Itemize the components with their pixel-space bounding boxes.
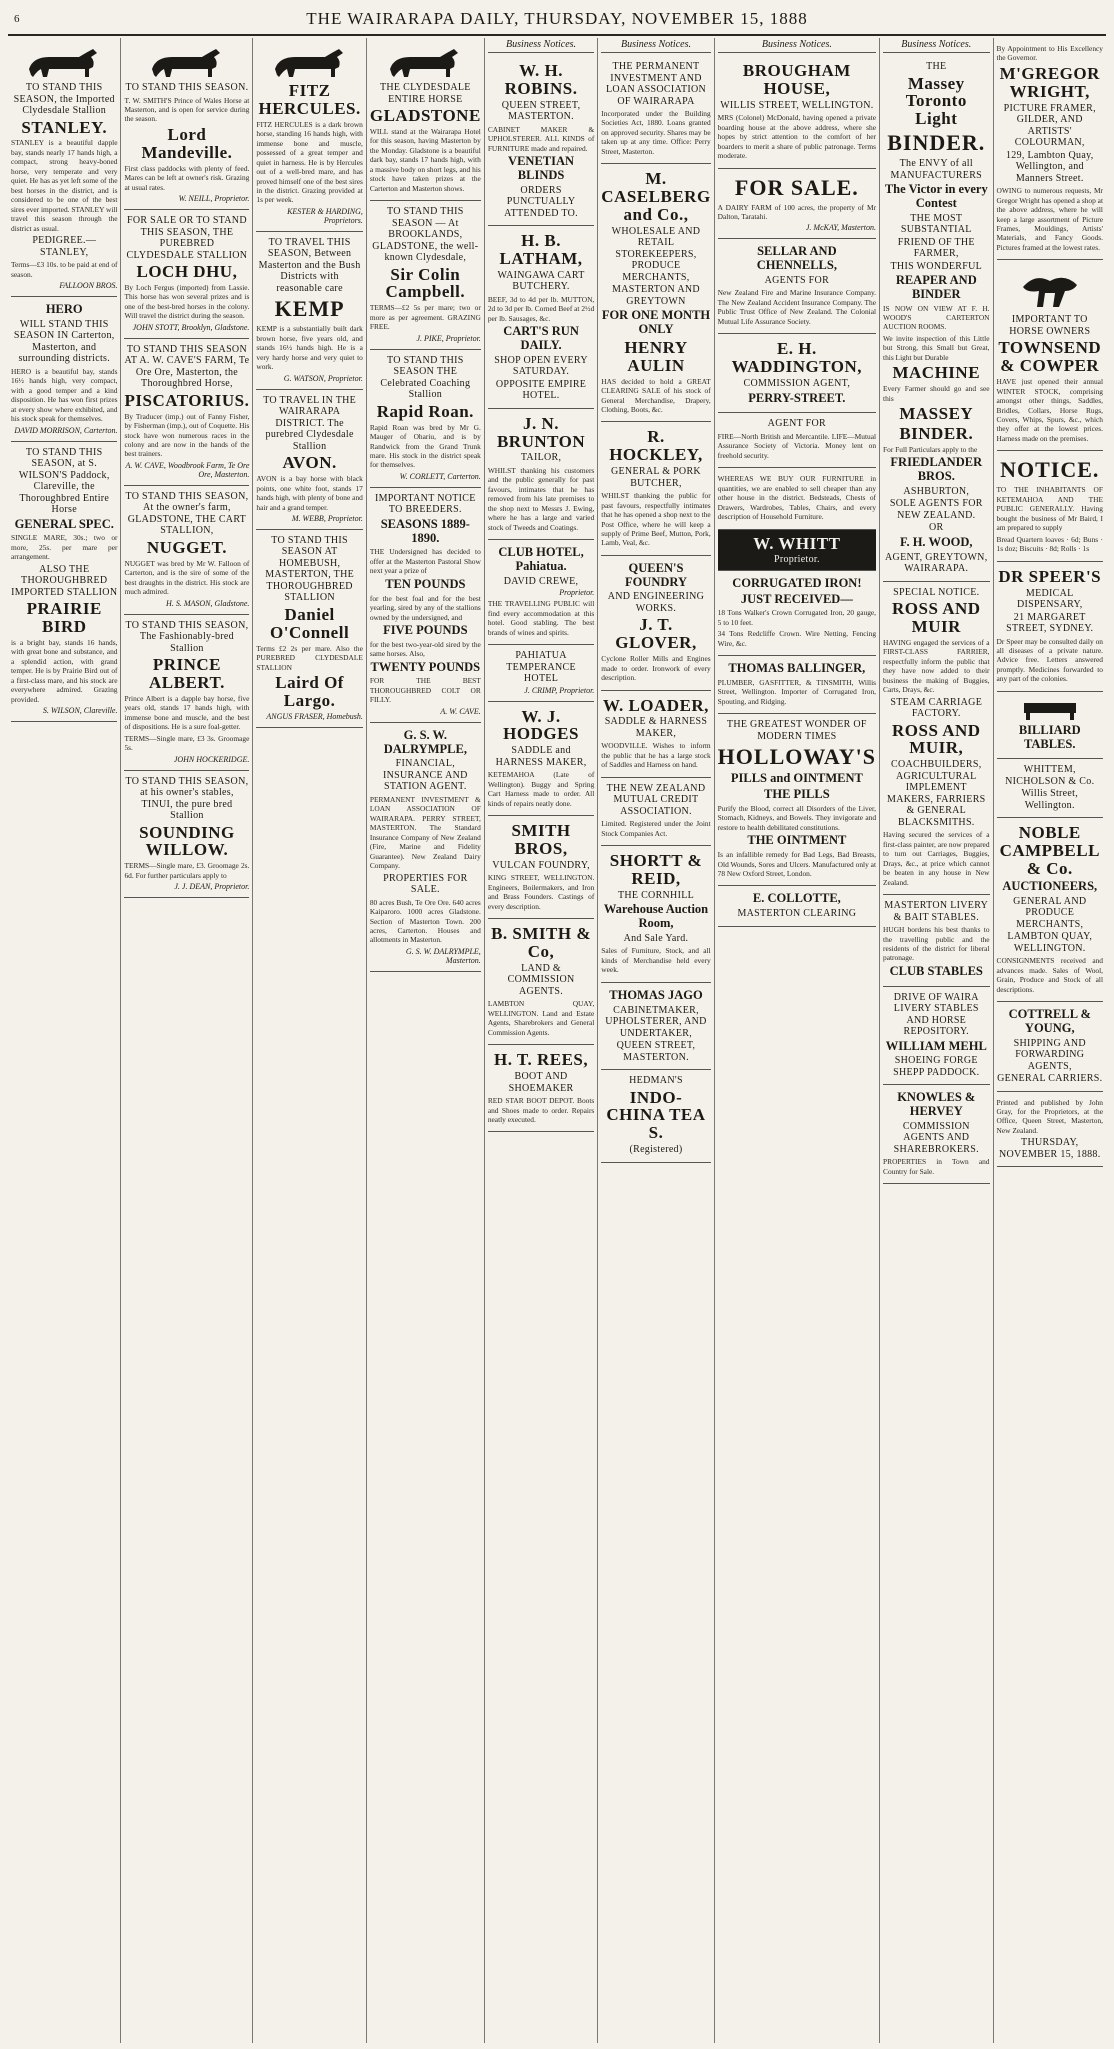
- masterton-livery-ad: MASTERTON LIVERY & BAIT STABLES. HUGH bordens his best thanks to the travelling public and the residents of the district for liberal patronage. CLUB STABLES: [883, 895, 989, 987]
- page-columns: [8, 38, 1106, 2043]
- horse-name: STANLEY.: [21, 117, 108, 137]
- sir-colin-campbell-ad: TO STAND THIS SEASON — At BROOKLANDS, GLADSTONE, the well-known Clydesdale, Sir Colin Campbell. TERMS—£2 5s per mare; two or more as per agreement. GRAZING FREE. J. PIKE, Proprietor.: [370, 201, 481, 350]
- gladstone-ad: THE CLYDESDALE ENTIRE HORSE GLADSTONE WILL stand at the Wairarapa Hotel for this season, having Masterton by the Monday. Gladstone is a beautiful dark bay, stands 17 hands high, with a massive body on short legs, and his stock have taken prizes at the Carterton and Masterton shows.: [370, 38, 481, 201]
- page-number: 6: [14, 13, 21, 25]
- ballinger-ad: THOMAS BALLINGER, PLUMBER, GASFITTER, & TINSMITH, Willis Street, Wellington. Importer of Corrugated Iron, Spouting, and Ridging.: [718, 656, 876, 714]
- b-smith-ad: B. SMITH & Co, LAND & COMMISSION AGENTS. LAMBTON QUAY, WELLINGTON. Land and Estate Agents, Sharebrokers and General Commission Agents.: [488, 919, 594, 1045]
- whitt-ad: W. WHITT Proprietor.: [718, 530, 876, 571]
- mcgregor-wright-ad: By Appointment to His Excellency the Governor. M'GREGOR WRIGHT, PICTURE FRAMER, GILDER, AND ARTISTS' COLOURMAN, 129, Lambton Quay, Wellington, and Manners Street. OWING to numerous requests, Mr Gregor Wright has opened a shop at the above address, where he will keep a large assortment of Picture Frames, Mouldings, Artists' Materials, and Fancy Goods. Pictures framed at the lowest rates.: [997, 38, 1103, 260]
- horse-repository-ad: DRIVE OF WAIRA LIVERY STABLES AND HORSE REPOSITORY. WILLIAM MEHL SHOEING FORGE SHEPP PADDOCK.: [883, 987, 989, 1086]
- sounding-willow-ad: TO STAND THIS SEASON, at his owner's stables, TINUI, the pure bred Stallion SOUNDING WILLOW. TERMS—Single mare, £3. Groomage 2s. 6d. For further particulars apply to J. J. DEAN, Proprietor.: [124, 771, 249, 899]
- robins-ad: W. H. ROBINS. QUEEN STREET, MASTERTON. CABINET MAKER & UPHOLSTERER. ALL KINDS of FURNITURE made and repaired. VENETIAN BLINDS ORDERS PUNCTUALLY ATTENDED TO.: [488, 56, 594, 226]
- column-heading: Business Notices.: [601, 38, 710, 53]
- latham-ad: H. B. LATHAM, WAINGAWA CART BUTCHERY. BEEF, 3d to 4d per lb. MUTTON, 2d to 3d per lb. Corned Beef at 2½d per lb. Sausages, &c. CART'S RUN DAILY. SHOP OPEN EVERY SATURDAY. OPPOSITE EMPIRE HOTEL.: [488, 226, 594, 409]
- breeders-notice-ad: IMPORTANT NOTICE TO BREEDERS. SEASONS 1889-1890. THE Undersigned has decided to offer at the Masterton Pastoral Show next year a prize of TEN POUNDS for the best foal and for the best yearling, sired by any of the stallions owned by the undersigned, and FIVE POUNDS for the best two-year-old sired by the same horses. Also, TWENTY POUNDS FOR THE BEST THOROUGHBRED COLT OR FILLY. A. W. CAVE.: [370, 488, 481, 723]
- ross-and-muir-ad: SPECIAL NOTICE. ROSS AND MUIR HAVING engaged the services of a FIRST-CLASS FARRIER, respectfully inform the public that they have now added to their business the making of Buggies, Carts, Drays, &c. STEAM CARRIAGE FACTORY. ROSS AND MUIR, COACHBUILDERS, AGRICULTURAL IMPLEMENT MAKERS, FARRIERS & GENERAL BLACKSMITHS. Having secured the services of a first-class painter, are now prepared to turn out Carriages, Buggies, Drays, &c., at price which cannot be beaten in any house in New Zealand.: [883, 582, 989, 896]
- billiard-table-icon: [1020, 699, 1080, 721]
- temperance-hotel-ad: PAHIATUA TEMPERANCE HOTEL J. CRIMP, Proprietor.: [488, 645, 594, 702]
- jago-ad: THOMAS JAGO CABINETMAKER, UPHOLSTERER, AND UNDERTAKER, QUEEN STREET, MASTERTON.: [601, 983, 710, 1070]
- dr-speer-ad: DR SPEER'S MEDICAL DISPENSARY, 21 MARGARET STREET, SYDNEY. Dr Speer may be consulted daily on all diseases of a private nature. Advice free. Letters answered promptly. Medicines forwarded to any part of the colonies.: [997, 562, 1103, 692]
- column-9: [994, 38, 1106, 2043]
- saddle-illustration-icon: [1015, 267, 1085, 311]
- column-6: [598, 38, 714, 2043]
- prince-albert-ad: TO STAND THIS SEASON, The Fashionably-bred Stallion PRINCE ALBERT. Prince Albert is a dapple bay horse, five years old, stands 17 hands high, with immense bone and muscle, and the best of dispositions. He is a sure foal-getter. TERMS—Single mare, £3 3s. Groomage 5s. JOHN HOCKERIDGE.: [124, 615, 249, 771]
- queens-foundry-ad: QUEEN'S FOUNDRY AND ENGINEERING WORKS. J. T. GLOVER, Cyclone Roller Mills and Engines made to order. Ironwork of every description.: [601, 556, 710, 691]
- column-4: [367, 38, 485, 2043]
- loch-dhu-ad: FOR SALE OR TO STAND THIS SEASON, THE PUREBRED CLYDESDALE STALLION LOCH DHU, By Loch Fergus (imported) from Lassie. This horse has won several prizes and is one of the best-bred horses in the colony. Will travel the district during the season. JOHN STOTT, Brooklyn, Gladstone.: [124, 210, 249, 339]
- piscatorius-ad: TO STAND THIS SEASON AT A. W. CAVE'S FARM, Te Ore Ore, Masterton, the Thoroughbred Horse, PISCATORIUS. By Traducer (imp.) out of Fanny Fisher, by Fisherman (imp.), out of Coquette. His stock have won numerous races in the colony and are now in the hands of the best trainers. A. W. CAVE, Woodbrook Farm, Te Ore Ore, Masterton.: [124, 339, 249, 486]
- masthead: [8, 4, 1106, 36]
- cottrell-young-ad: COTTRELL & YOUNG, SHIPPING AND FORWARDING AGENTS, GENERAL CARRIERS.: [997, 1002, 1103, 1092]
- sellar-chennells-ad: SELLAR AND CHENNELLS, AGENTS FOR New Zealand Fire and Marine Insurance Company. The New Zealand Accident Insurance Company. The Public Trust Office of New Zealand. The Colonial Mutual Life Assurance Society.: [718, 239, 876, 334]
- club-hotel-ad: CLUB HOTEL, Pahiatua. DAVID CREWE, Proprietor. THE TRAVELLING PUBLIC will find every accommodation at this hotel. Good stabling. The best brands of wines and spirits.: [488, 540, 594, 645]
- horse-illustration-icon: [142, 45, 232, 79]
- insurance-agent-ad: AGENT FOR FIRE—North British and Mercantile. LIFE—Mutual Assurance Society of Victoria. Money lent on freehold security.: [718, 413, 876, 468]
- nugget-ad: TO STAND THIS SEASON, At the owner's farm, GLADSTONE, THE CART STALLION, NUGGET. NUGGET was bred by Mr W. Falloon of Carterton, and is the sire of some of the best draughts in the district. His stock are much admired. H. S. MASON, Gladstone.: [124, 486, 249, 615]
- caselberg-ad: M. CASELBERG and Co., WHOLESALE AND RETAIL STOREKEEPERS, PRODUCE MERCHANTS, MASTERTON AND GREYTOWN FOR ONE MONTH ONLY HENRY AULIN HAS decided to hold a GREAT CLEARING SALE of his stock of General Merchandise, Drapery, Clothing, Boots, &c.: [601, 164, 710, 422]
- townsend-cowper-ad: IMPORTANT TO HORSE OWNERS TOWNSEND & COWPER HAVE just opened their annual WINTER STOCK, comprising amongst other things, Saddles, Bridles, Collars, Horse Rugs, Covers, Whips, Spurs, &c., which they offer at the lowest prices. Harness made on the premises.: [997, 260, 1103, 451]
- stanley-ad: TO STAND THIS SEASON, the Imported Clydesdale Stallion STANLEY. STANLEY is a beautiful dapple bay, stands nearly 17 hands high, a compact, strong heavy-boned horse, very temperate and very quiet. He has as yet left some of the best horses in the district, and is considered to be one of the best sires ever imported. STANLEY will travel this season through the district as usual. PEDIGREE.—STANLEY, Terms—£3 10s. to be paid at end of season. FALLOON BROS.: [11, 38, 117, 297]
- bakery-notice-ad: NOTICE. TO THE INHABITANTS OF KETEMAHOA AND THE PUBLIC GENERALLY. Having bought the business of Mr Baird, I am prepared to supply Bread Quartern loaves · 6d; Buns · 1s doz; Biscuits · 8d; Rolls · 1s: [997, 451, 1103, 561]
- mutual-credit-ad: THE NEW ZEALAND MUTUAL CREDIT ASSOCIATION. Limited. Registered under the Joint Stock Companies Act.: [601, 778, 710, 846]
- column-1: [8, 38, 121, 2043]
- column-8: [880, 38, 993, 2043]
- smith-bros-ad: SMITH BROS, VULCAN FOUNDRY, KING STREET, WELLINGTON. Engineers, Boilermakers, and Iron and Brass Founders. Castings of every description.: [488, 816, 594, 919]
- hodges-ad: W. J. HODGES SADDLE and HARNESS MAKER, KETEMAHOA (Late of Wellington). Buggy and Spring Cart Harness made to order. All kinds of repairs neatly done.: [488, 702, 594, 817]
- billiard-tables-ad: BILLIARD TABLES.: [997, 692, 1103, 760]
- column-heading: Business Notices.: [883, 38, 989, 53]
- collotte-ad: E. COLLOTTE, MASTERTON CLEARING: [718, 886, 876, 926]
- indo-china-tea-ad: HEDMAN'S INDO-CHINA TEA S. (Registered): [601, 1070, 710, 1163]
- dalrymple-ad: G. S. W. DALRYMPLE, FINANCIAL, INSURANCE AND STATION AGENT. PERMANENT INVESTMENT & LOAN ASSOCIATION OF WAIRARAPA. PERRY STREET, MASTERTON. The Standard Insurance Company of New Zealand (Fire, Marine and Fidelity Guarantee). New Zealand Dairy Company. PROPERTIES FOR SALE. 80 acres Bush, Te Ore Ore. 640 acres Kaiparoro. 1000 acres Gladstone. Section of Masterton Town. 200 acres, Carterton. Houses and allotments in Masterton. G. S. W. DALRYMPLE, Masterton.: [370, 723, 481, 972]
- holloways-ad: THE GREATEST WONDER OF MODERN TIMES HOLLOWAY'S PILLS and OINTMENT THE PILLS Purify the Blood, correct all Disorders of the Liver, Stomach, Kidneys, and Bowels. They invigorate and restore to health debilitated constitutions. THE OINTMENT Is an infallible remedy for Bad Legs, Bad Breasts, Old Wounds, Sores and Ulcers. Manufactured only at 78 New Oxford Street, London.: [718, 714, 876, 886]
- horse-illustration-icon: [265, 45, 355, 79]
- hockley-ad: R. HOCKLEY, GENERAL & PORK BUTCHER, WHILST thanking the public for past favours, respectfully intimates that he has opened a shop next to the Post Office, where he will keep a supply of Prime Beef, Mutton, Pork, Lamb, Veal, &c.: [601, 422, 710, 556]
- prairie-bird-ad: TO STAND THIS SEASON, at S. WILSON'S Paddock, Clareville, the Thoroughbred Entire Horse GENERAL SPEC. SINGLE MARE, 30s.; two or more, 25s. per mare per arrangement. ALSO THE THOROUGHBRED IMPORTED STALLION PRAIRIE BIRD is a bright bay, stands 16 hands, with great bone and substance, and a splendid action, with grand temper. He is by Prairie Bird out of a first-class mare, and his stock are everywhere admired. Grazing provided. S. WILSON, Clareville.: [11, 442, 117, 723]
- kemp-ad: TO TRAVEL THIS SEASON, Between Masterton and the Bush Districts with reasonable care KEMP KEMP is a substantially built dark brown horse, five years old, and stands 16½ hands high. He is a very hardy horse and very quiet to work. G. WATSON, Proprietor.: [256, 232, 362, 390]
- rapid-roan-ad: TO STAND THIS SEASON THE Celebrated Coaching Stallion Rapid Roan. Rapid Roan was bred by Mr G. Mauger of Ohariu, and is by Randwick from the Grand Trunk mare. His stock in the district speak for themselves. W. CORLETT, Carterton.: [370, 350, 481, 488]
- corrugated-iron-ad: CORRUGATED IRON! JUST RECEIVED— 18 Tons Walker's Crown Corrugated Iron, 20 gauge, 5 to 10 feet. 34 Tons Redcliffe Crown. Wire Netting, Fencing Wire, &c.: [718, 571, 876, 656]
- brunton-ad: J. N. BRUNTON TAILOR, WHILST thanking his customers and the public generally for past favours, intimates that he has removed from his late premises to the shop next to Messrs J. Ewing, where he has a large and varied stock of Tweeds and Coatings.: [488, 409, 594, 540]
- hero-ad: HERO WILL STAND THIS SEASON IN Carterton, Masterton, and surrounding districts. HERO is a beautiful bay, stands 16½ hands high, very compact, with a good temper and a kind disposition. He has won first prizes at every show where exhibited, and his stock speak for themselves. DAVID MORRISON, Carterton.: [11, 297, 117, 442]
- massey-binder-ad: THE Massey Toronto Light BINDER. The ENVY of all MANUFACTURERS The Victor in every Contest THE MOST SUBSTANTIAL FRIEND OF THE FARMER, THIS WONDERFUL REAPER AND BINDER IS NOW ON VIEW AT F. H. WOOD'S CARTERTON AUCTION ROOMS. We invite inspection of this Little but Strong, this Small but Great, this Light but Durable MACHINE Every Farmer should go and see this MASSEY BINDER. For Full Particulars apply to the FRIEDLANDER BROS. ASHBURTON, SOLE AGENTS FOR NEW ZEALAND. OR F. H. WOOD, AGENT, GREYTOWN, WAIRARAPA.: [883, 56, 989, 582]
- rees-ad: H. T. REES, BOOT AND SHOEMAKER RED STAR BOOT DEPOT. Boots and Shoes made to order. Repairs neatly executed.: [488, 1045, 594, 1132]
- column-3: [253, 38, 366, 2043]
- waddington-ad: E. H. WADDINGTON, COMMISSION AGENT, PERRY-STREET.: [718, 334, 876, 413]
- fitz-hercules-ad: FITZ HERCULES. FITZ HERCULES is a dark brown horse, standing 16 hands high, with immense bone and muscle, possessed of a great temper and quiet in harness. He is by Hercules out of a well-bred mare, and has proved himself one of the best sires in the district. Grazing provided at 1s per week. KESTER & HARDING, Proprietors.: [256, 38, 362, 232]
- column-7: [715, 38, 880, 2043]
- horse-illustration-icon: [19, 45, 109, 79]
- for-sale-ad: FOR SALE. A DAIRY FARM of 100 acres, the property of Mr Dalton, Taratahi. J. McKAY, Masterton.: [718, 169, 876, 240]
- column-5: [485, 38, 598, 2043]
- column-heading: Business Notices.: [488, 38, 594, 53]
- knowles-hervey-ad: KNOWLES & HERVEY COMMISSION AGENTS AND SHAREBROKERS. PROPERTIES in Town and Country for Sale.: [883, 1085, 989, 1184]
- permanent-investment-ad: THE PERMANENT INVESTMENT AND LOAN ASSOCIATION OF WAIRARAPA Incorporated under the Building Societies Act, 1880. Loans granted on approved security. Shares may be taken up at any time. Office: Perry Street, Masterton.: [601, 56, 710, 164]
- daniel-oconnell-ad: TO STAND THIS SEASON AT HOMEBUSH, MASTERTON, THE THOROUGHBRED STALLION Daniel O'Connell Terms £2 2s per mare. Also the PUREBRED CLYDESDALE STALLION Laird Of Largo. ANGUS FRASER, Homebush.: [256, 530, 362, 728]
- noble-campbell-ad: NOBLE CAMPBELL & Co. AUCTIONEERS, GENERAL AND PRODUCE MERCHANTS, LAMBTON QUAY, WELLINGTON. CONSIGNMENTS received and advances made. Sales of Wool, Grain, Produce and Stock of all descriptions.: [997, 818, 1103, 1002]
- whittem-nicholson-ad: WHITTEM, NICHOLSON & Co. Willis Street, Wellington.: [997, 759, 1103, 818]
- furniture-ad: WHEREAS WE BUY OUR FURNITURE in quantities, we are enabled to sell cheaper than any other house in the district. Bedsteads, Chests of Drawers, Wardrobes, Tables, Chairs, and every description of Household Furniture.: [718, 468, 876, 529]
- printer-imprint: Printed and published by John Gray, for the Proprietors, at the Office, Queen Street, Masterton, New Zealand. THURSDAY, NOVEMBER 15, 1888.: [997, 1092, 1103, 1168]
- horse-illustration-icon: [380, 45, 470, 79]
- lord-mandeville-ad: TO STAND THIS SEASON. T. W. SMITH'S Prince of Wales Horse at Masterton, and is open for service during the season. Lord Mandeville. First class paddocks with plenty of feed. Mares can be left at owner's risk. Grazing at usual rates. W. NEILL, Proprietor.: [124, 38, 249, 210]
- shortt-reid-ad: SHORTT & REID, THE CORNHILL Warehouse Auction Room, And Sale Yard. Sales of Furniture, Stock, and all kinds of Merchandise held every week.: [601, 846, 710, 983]
- brougham-house-ad: BROUGHAM HOUSE, WILLIS STREET, WELLINGTON. MRS (Colonel) McDonald, having opened a private boarding house at the above address, where she hopes by strict attention to the comfort of her boarders to merit a share of public patronage. Terms moderate.: [718, 56, 876, 169]
- loader-ad: W. LOADER, SADDLE & HARNESS MAKER, WOODVILLE. Wishes to inform the public that he has a large stock of Saddles and Harness on hand.: [601, 691, 710, 778]
- column-2: [121, 38, 253, 2043]
- avon-ad: TO TRAVEL IN THE WAIRARAPA DISTRICT. The purebred Clydesdale Stallion AVON. AVON is a bay horse with black points, one white foot, stands 17 hands high, with plenty of bone and hair and a grand temper. M. WEBB, Proprietor.: [256, 390, 362, 530]
- newspaper-title: THE WAIRARAPA DAILY, THURSDAY, NOVEMBER 15, 1888: [306, 9, 808, 28]
- column-heading: Business Notices.: [718, 38, 876, 53]
